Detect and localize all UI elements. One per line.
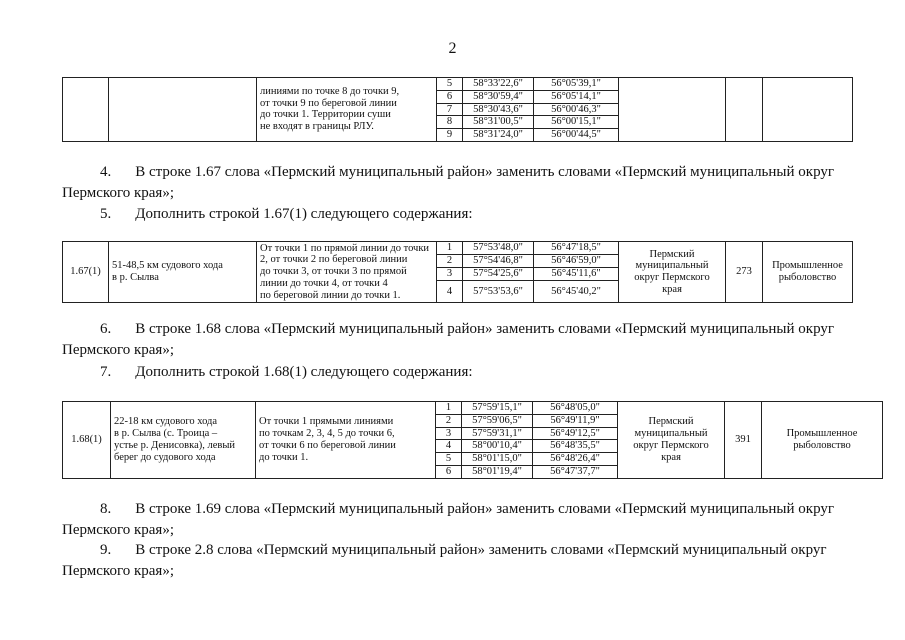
desc-line: до точки 1. Территории суши <box>260 109 391 121</box>
longitude: 56°45'40,2" <box>534 281 619 303</box>
cell-district <box>619 78 726 142</box>
paragraph-5 <box>62 204 852 225</box>
latitude: 57°54'46,8" <box>463 255 534 268</box>
paragraph-text-cont: Пермского края»; <box>62 563 174 579</box>
row-name <box>109 242 257 303</box>
longitude: 56°05'39,1" <box>534 78 619 91</box>
latitude: 57°53'53,6" <box>463 281 534 303</box>
desc-line: от точки 6 по береговой линии <box>259 439 396 451</box>
point-number: 9 <box>437 129 463 142</box>
desc-line: линии до точки 4, от точки 4 <box>260 277 388 289</box>
longitude: 56°00'44,5" <box>534 129 619 142</box>
row-name <box>111 402 256 479</box>
paragraph-4 <box>62 162 852 204</box>
purpose-line: Промышленное <box>786 428 858 439</box>
cell-name <box>109 78 257 142</box>
latitude: 58°33'22,6" <box>463 78 534 91</box>
paragraph-7 <box>62 362 852 383</box>
desc-line: От точки 1 прямыми линиями <box>259 416 394 428</box>
point-number: 6 <box>436 465 462 478</box>
desc-line: по береговой линии до точки 1. <box>260 289 401 301</box>
district-line: края <box>661 451 681 463</box>
cell-id <box>63 78 109 142</box>
cell-area <box>726 78 763 142</box>
district-line: Пермский <box>649 248 695 260</box>
longitude: 56°05'14,1" <box>534 90 619 103</box>
point-number: 5 <box>436 453 462 466</box>
longitude: 56°49'11,9" <box>533 414 618 427</box>
point-number: 2 <box>436 414 462 427</box>
longitude: 56°49'12,5" <box>533 427 618 440</box>
longitude: 56°48'35,5" <box>533 440 618 453</box>
desc-line: до точки 3, от точки 3 по прямой <box>260 266 407 278</box>
desc-line: линиями по точке 8 до точки 9, <box>260 85 400 97</box>
name-line: в р. Сылва (с. Троица – <box>114 428 218 439</box>
latitude: 58°31'24,0" <box>463 129 534 142</box>
row-purpose <box>763 242 853 303</box>
district-line: муниципальный <box>635 260 709 272</box>
latitude: 57°59'06,5" <box>462 414 533 427</box>
latitude: 57°59'15,1" <box>462 402 533 415</box>
purpose-line: рыболовство <box>793 439 851 451</box>
desc-line: до точки 1. <box>259 451 309 463</box>
point-number: 4 <box>437 281 463 303</box>
district-line: Пермский <box>648 416 694 428</box>
cell-description <box>257 78 437 142</box>
longitude: 56°00'46,3" <box>534 103 619 116</box>
paragraph-6 <box>62 319 852 361</box>
paragraph-text: Дополнить строкой 1.68(1) следующего содержания: <box>135 364 473 380</box>
longitude: 56°46'59,0" <box>534 255 619 268</box>
page-number: 2 <box>448 40 457 57</box>
name-line: берег до судового хода <box>114 451 216 463</box>
latitude: 58°01'15,0" <box>462 453 533 466</box>
desc-line: 2, от точки 2 по береговой линии <box>260 254 408 266</box>
longitude: 56°47'18,5" <box>534 242 619 255</box>
paragraph-text: В строке 1.69 слова «Пермский муниципальный район» заменить словами «Пермский муниципальный округ <box>135 501 835 517</box>
latitude: 58°01'19,4" <box>462 465 533 478</box>
point-number: 1 <box>437 242 463 255</box>
table-1-68-1 <box>62 401 883 479</box>
row-district <box>619 242 726 303</box>
paragraph-text-cont: Пермского края»; <box>62 522 174 538</box>
paragraph-number: 6. <box>100 321 112 337</box>
cell-purpose <box>763 78 853 142</box>
district-line: края <box>662 283 682 295</box>
point-number: 3 <box>437 268 463 281</box>
district-line: муниципальный <box>634 428 708 439</box>
point-number: 8 <box>437 116 463 129</box>
table-1-67-1 <box>62 241 853 303</box>
paragraph-8 <box>62 499 852 541</box>
paragraph-text-cont: Пермского края»; <box>62 342 174 358</box>
latitude: 57°59'31,1" <box>462 427 533 440</box>
latitude: 57°54'25,6" <box>463 268 534 281</box>
point-number: 6 <box>437 90 463 103</box>
purpose-line: рыболовство <box>778 272 837 283</box>
desc-line: От точки 1 по прямой линии до точки <box>260 242 430 254</box>
longitude: 56°47'37,7" <box>533 465 618 478</box>
point-number: 3 <box>436 427 462 440</box>
latitude: 57°53'48,0" <box>463 242 534 255</box>
paragraph-text: Дополнить строкой 1.67(1) следующего содержания: <box>135 206 473 222</box>
table-continuation <box>62 77 853 142</box>
paragraph-number: 9. <box>100 542 112 558</box>
longitude: 56°00'15,1" <box>534 116 619 129</box>
paragraph-number: 5. <box>100 206 112 222</box>
paragraph-text: В строке 1.67 слова «Пермский муниципальный район» заменить словами «Пермский муниципальный округ <box>135 164 835 180</box>
name-line: устье р. Денисовка), левый <box>114 439 236 451</box>
row-area: 273 <box>726 242 763 303</box>
row-district <box>618 402 725 479</box>
latitude: 58°31'00,5" <box>463 116 534 129</box>
paragraph-9 <box>62 540 852 582</box>
district-line: округ Пермского <box>633 439 709 451</box>
point-number: 5 <box>437 78 463 91</box>
point-number: 1 <box>436 402 462 415</box>
longitude: 56°48'05,0" <box>533 402 618 415</box>
paragraph-text: В строке 1.68 слова «Пермский муниципальный район» заменить словами «Пермский муниципальный округ <box>135 321 835 337</box>
name-line: в р. Сылва <box>112 272 159 283</box>
row-area: 391 <box>725 402 762 479</box>
purpose-line: Промышленное <box>772 260 843 272</box>
point-number: 7 <box>437 103 463 116</box>
row-purpose <box>762 402 883 479</box>
district-line: округ Пермского <box>634 272 710 283</box>
desc-line: не входят в границы РЛУ. <box>260 121 374 133</box>
paragraph-number: 8. <box>100 501 112 517</box>
name-line: 22-18 км судового хода <box>114 416 218 428</box>
latitude: 58°30'59,4" <box>463 90 534 103</box>
desc-line: по точкам 2, 3, 4, 5 до точки 6, <box>259 428 395 439</box>
longitude: 56°45'11,6" <box>534 268 619 281</box>
row-description <box>257 242 437 303</box>
paragraph-text-cont: Пермского края»; <box>62 185 174 201</box>
point-number: 2 <box>437 255 463 268</box>
latitude: 58°30'43,6" <box>463 103 534 116</box>
point-number: 4 <box>436 440 462 453</box>
row-id: 1.68(1) <box>63 402 111 479</box>
row-id: 1.67(1) <box>63 242 109 303</box>
paragraph-text: В строке 2.8 слова «Пермский муниципальный район» заменить словами «Пермский муниципальный округ <box>135 542 827 558</box>
paragraph-number: 7. <box>100 364 112 380</box>
name-line: 51-48,5 км судового хода <box>112 260 223 272</box>
latitude: 58°00'10,4" <box>462 440 533 453</box>
paragraph-number: 4. <box>100 164 112 180</box>
row-description <box>256 402 436 479</box>
longitude: 56°48'26,4" <box>533 453 618 466</box>
desc-line: от точки 9 по береговой линии <box>260 97 397 109</box>
